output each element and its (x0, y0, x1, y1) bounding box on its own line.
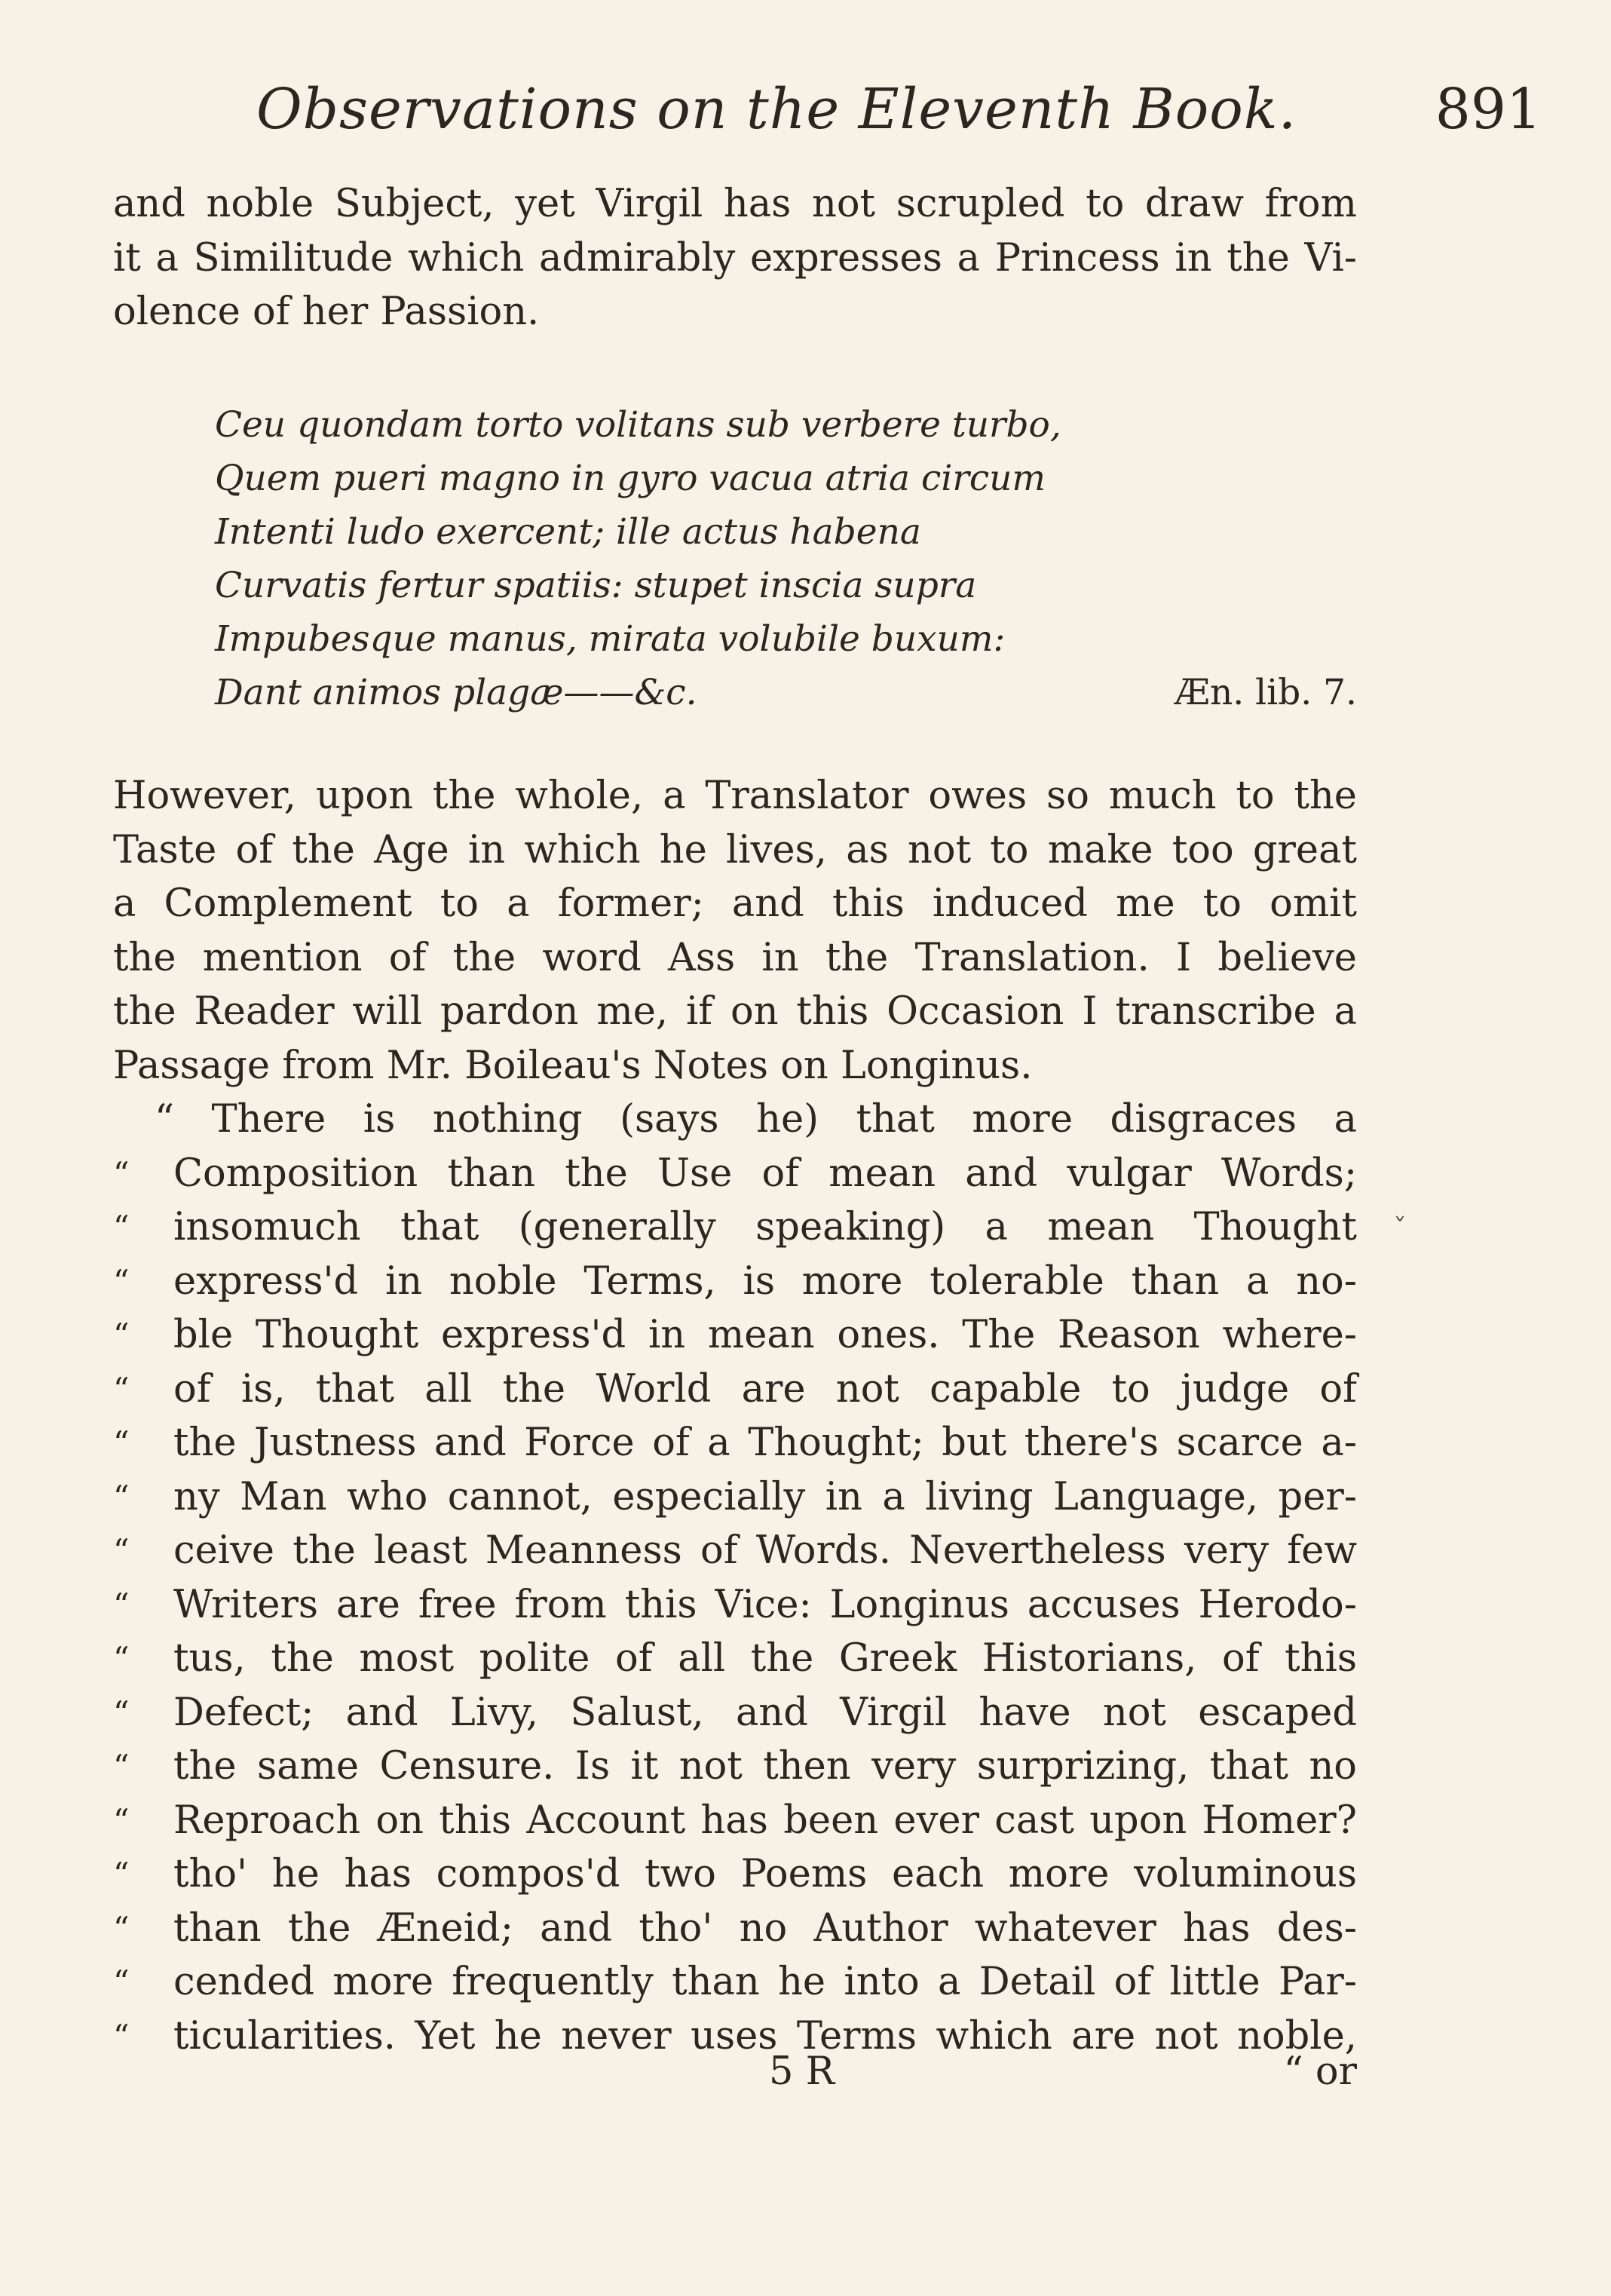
quote-line-text: tus, the most polite of all the Greek Historians, of this (173, 1636, 1357, 1681)
quote-line (113, 1255, 1357, 1309)
verse-line: Ceu quondam torto volitans sub verbere turbo, (215, 404, 1061, 446)
quote-line-text: tho' he has compos'd two Poems each more voluminous (173, 1852, 1357, 1896)
verse-line-last (215, 666, 1357, 719)
text-line: a Complement to a former; and this induced me to omit (113, 881, 1357, 926)
quote-mark: “ (113, 1209, 130, 1246)
verse-citation: Æn. lib. 7. (1174, 672, 1357, 713)
quote-line-text: ticularities. Yet he never uses Terms which are not noble, (173, 2013, 1357, 2058)
catchword: “ or (1283, 2049, 1357, 2094)
boileau-quotation (113, 1093, 1357, 2063)
signature-mark: 5 R (769, 2049, 835, 2094)
quote-mark: “ (113, 1370, 130, 1408)
quote-line (113, 1200, 1357, 1255)
verse-line: Quem pueri magno in gyro vacua atria circum (215, 458, 1046, 499)
quote-line-text: the Justness and Force of a Thought; but there's scarce a- (173, 1421, 1357, 1465)
quote-line-text: insomuch that (generally speaking) a mean Thought (173, 1205, 1357, 1249)
quote-line-text: Reproach on this Account has been ever cast upon Homer? (173, 1798, 1357, 1843)
quote-first-line: There is nothing (says he) that more disgraces a (211, 1097, 1357, 1142)
quote-line (113, 1955, 1357, 2009)
quote-mark: “ (113, 1262, 130, 1300)
quote-line (113, 1794, 1357, 1848)
quote-mark: “ (113, 1748, 130, 1785)
quote-line (113, 1686, 1357, 1740)
quote-mark: “ (113, 2017, 130, 2055)
quote-mark: “ (113, 1856, 130, 1893)
verse-line: Intenti ludo exercent; ille actus habena (215, 511, 921, 553)
quote-mark: “ (113, 1532, 130, 1569)
text-line: olence of her Passion. (113, 290, 540, 334)
quote-line (113, 1416, 1357, 1470)
margin-tick-mark: ˇ (1393, 1214, 1407, 1245)
text-line: Taste of the Age in which he lives, as not to make too great (113, 827, 1357, 872)
latin-verse-quotation (215, 398, 1357, 719)
running-title: Observations on the Eleventh Book. (256, 77, 1297, 142)
verse-line-text: Dant animos plagæ——&c. (215, 672, 697, 713)
quote-line-text: than the Æneid; and tho' no Author whatever has des- (173, 1905, 1357, 1951)
paragraph-continuation (113, 177, 1357, 339)
text-line: Passage from Mr. Boileau's Notes on Longinus. (113, 1043, 1033, 1088)
main-paragraph (113, 769, 1357, 2063)
quote-line (113, 1578, 1357, 1632)
text-line: However, upon the whole, a Translator owes so much to the (113, 774, 1357, 818)
quote-line-text: cended more frequently than he into a Detail of little Par- (173, 1960, 1357, 2004)
quote-line-text: ny Man who cannot, especially in a living Language, per- (173, 1474, 1357, 1519)
quote-line (113, 1363, 1357, 1417)
quote-line (113, 1147, 1357, 1201)
page-footer (113, 2045, 1357, 2099)
quote-line (113, 1847, 1357, 1902)
quote-mark: “ (113, 1586, 130, 1623)
quote-mark: “ (113, 1317, 130, 1353)
quote-line-text: Writers are free from this Vice: Longinus accuses Herodo- (173, 1582, 1357, 1627)
quote-line-text (155, 1093, 1357, 1147)
quote-line-text: the same Censure. Is it not then very surprizing, that no (173, 1744, 1357, 1789)
verse-line: Curvatis fertur spatiis: stupet inscia supra (215, 565, 977, 606)
quote-line-text: Composition than the Use of mean and vulgar Words; (173, 1151, 1357, 1196)
quote-line (113, 1308, 1357, 1363)
quote-mark: “ (155, 1097, 175, 1142)
quote-line-text: Defect; and Livy, Salust, and Virgil have not escaped (173, 1690, 1357, 1735)
quote-line (113, 1524, 1357, 1578)
quote-mark: “ (113, 1694, 130, 1731)
quote-mark: “ (113, 1801, 130, 1839)
quote-line-text: express'd in noble Terms, is more tolerable than a no- (173, 1258, 1357, 1304)
quote-mark: “ (113, 1478, 130, 1516)
quote-line (113, 1470, 1357, 1525)
quote-mark: “ (113, 1640, 130, 1677)
quote-line-text: ceive the least Meanness of Words. Nevertheless very few (173, 1528, 1357, 1573)
quote-mark: “ (113, 1963, 130, 2000)
quote-mark: “ (113, 1909, 130, 1947)
quote-line (113, 1632, 1357, 1686)
text-line: the Reader will pardon me, if on this Occasion I transcribe a (113, 989, 1357, 1034)
quote-line-text: of is, that all the World are not capable to judge of (173, 1366, 1357, 1412)
quote-line (113, 1902, 1357, 1956)
text-line: it a Similitude which admirably expresses a Princess in the Vi- (113, 235, 1357, 280)
quote-line (113, 1093, 1357, 1147)
text-line: the mention of the word Ass in the Translation. I believe (113, 935, 1357, 980)
text-line: and noble Subject, yet Virgil has not scrupled to draw from (113, 182, 1357, 226)
quote-line-text: ble Thought express'd in mean ones. The Reason where- (173, 1313, 1357, 1357)
quote-mark: “ (113, 1154, 130, 1192)
page-header (113, 72, 1542, 155)
quote-mark: “ (113, 1424, 130, 1461)
quote-line (113, 1740, 1357, 1794)
verse-line: Impubesque manus, mirata volubile buxum: (215, 618, 1006, 660)
page-number: 891 (1435, 77, 1542, 142)
